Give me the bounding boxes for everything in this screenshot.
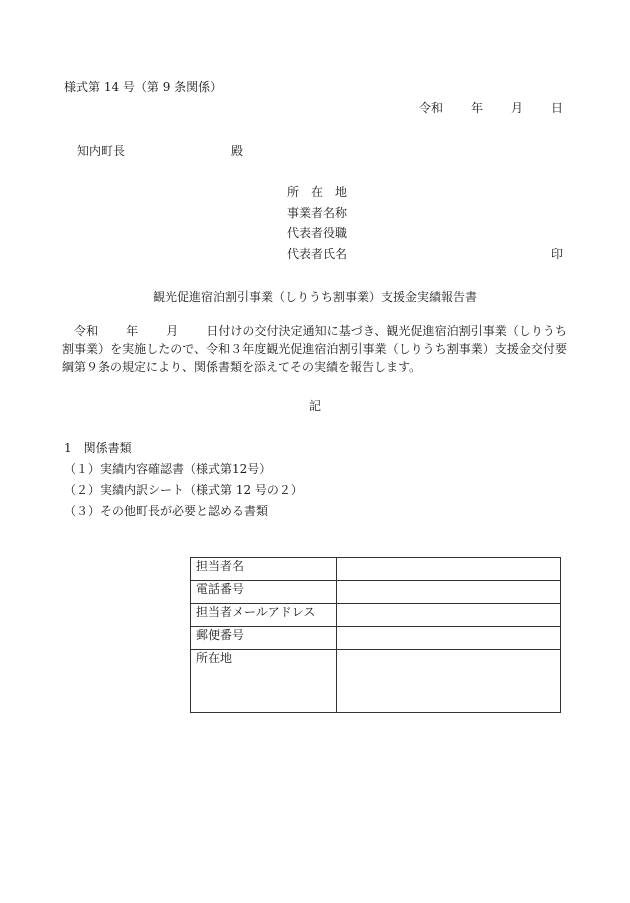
contact-value-cell[interactable] (337, 558, 561, 581)
date-year: 年 (470, 101, 483, 115)
contact-table (190, 557, 561, 713)
table-row (191, 558, 561, 581)
attachment-item: （２）実績内訳シート（様式第 12 号の２） (64, 483, 303, 497)
date-day: 日 (550, 101, 563, 115)
table-row (191, 650, 561, 713)
form-number: 様式第 14 号（第 9 条関係） (64, 80, 223, 94)
addressee-name: 知内町長 (77, 144, 126, 158)
document-title: 観光促進宿泊割引事業（しりうち割事業）支援金実績報告書 (152, 290, 477, 304)
date-era: 令和 (418, 101, 443, 115)
table-row (191, 604, 561, 627)
seal-mark: 印 (550, 247, 563, 261)
body-era: 令和 (74, 324, 99, 338)
body-month: 月 (166, 324, 179, 338)
contact-value-cell[interactable] (337, 627, 561, 650)
table-row (191, 627, 561, 650)
contact-label: 担当者名 (191, 558, 337, 581)
contact-value-cell[interactable] (337, 650, 561, 713)
report-body (62, 322, 567, 376)
contact-value-cell[interactable] (337, 581, 561, 604)
body-year: 年 (126, 324, 139, 338)
contact-label: 担当者メールアドレス (191, 604, 337, 627)
contact-label: 所在地 (191, 650, 337, 713)
date-line (419, 100, 563, 116)
contact-label: 電話番号 (191, 581, 337, 604)
table-row (191, 581, 561, 604)
contact-value-cell[interactable] (337, 604, 561, 627)
attachment-item: （１）実績内容確認書（様式第12号） (64, 462, 272, 476)
applicant-position-label: 代表者役職 (287, 226, 348, 240)
body-text: 日付けの交付決定通知に基づき、観光促進宿泊割引事業（しりうち割事業）を実施したので、令和３年度観光促進宿泊割引事業（しりうち割事業）支援金交付要綱第９条の規定により、関係書類を添えてその実績を報告します。 (62, 324, 567, 374)
addressee-honorific: 殿 (231, 144, 244, 158)
addressee (77, 143, 243, 159)
applicant-company-label: 事業者名称 (287, 206, 348, 220)
applicant-address-label: 所 在 地 (287, 185, 348, 199)
applicant-rep-name-label: 代表者氏名 (287, 247, 348, 261)
ki-mark: 記 (308, 399, 321, 413)
date-month: 月 (510, 101, 523, 115)
contact-label: 郵便番号 (191, 627, 337, 650)
attachment-item: （３）その他町長が必要と認める書類 (64, 504, 269, 518)
attachments-heading: 1 関係書類 (64, 441, 132, 455)
